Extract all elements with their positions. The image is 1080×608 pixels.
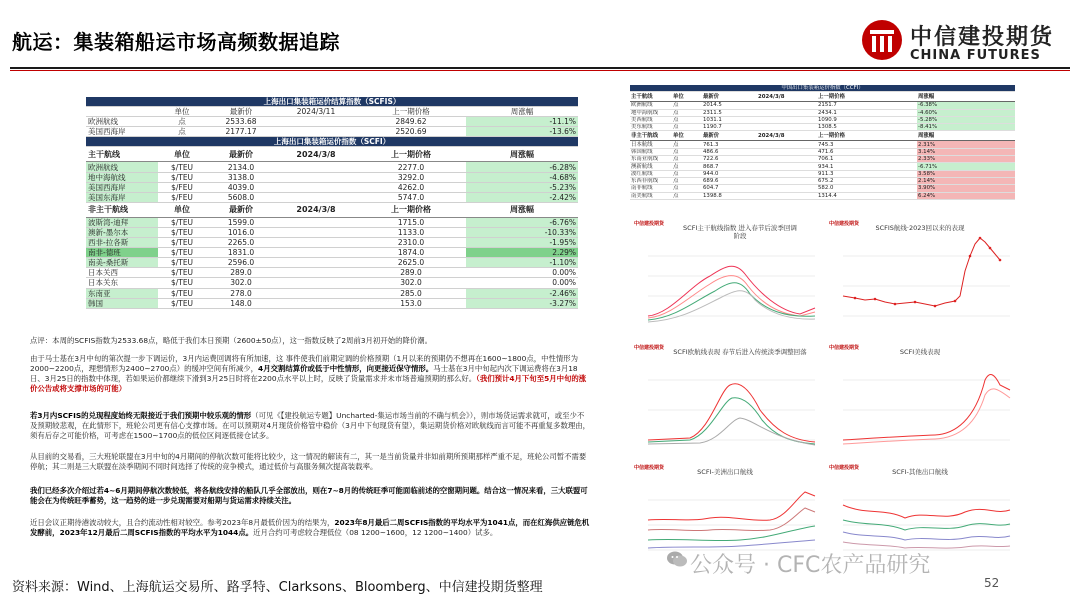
- latest-value: 604.7: [702, 185, 757, 192]
- prev-value: 1133.0: [356, 227, 466, 237]
- header-cell: 最新价: [702, 131, 757, 141]
- unit-cell: $/TEU: [158, 248, 206, 258]
- table-cell: [276, 298, 356, 308]
- header-cell: 主干航线: [630, 92, 672, 102]
- commentary-p5: 我们已经多次介绍过若4~6月期间停航次数较低，将各航线安排的船队几乎全部放出，则在7~8月的传统旺季可能面临前述的空窗期问题。结合这一情况来看，三大联盟可能会在为传统旺季蓄势，这一趋势的进一步兑现需要对船期与货运需求持续关注。: [30, 486, 588, 505]
- change-value: -4.68%: [466, 172, 578, 182]
- change-value: 2.33%: [917, 156, 1015, 163]
- unit-cell: 点: [672, 163, 702, 170]
- latest-value: 868.7: [702, 163, 757, 170]
- header-cell: 主干航线: [86, 147, 158, 162]
- route-name: 南非-德班: [86, 248, 158, 258]
- table-cell: [757, 177, 817, 184]
- table-row: [630, 124, 1015, 131]
- header-cell: 上一期价格: [356, 107, 466, 117]
- header-cell: 2024/3/11: [276, 107, 356, 117]
- route-name: 美国西海岸: [86, 182, 158, 192]
- table-row: [86, 288, 578, 298]
- unit-cell: 点: [158, 117, 206, 127]
- header-cell: 非主干航线: [86, 202, 158, 217]
- latest-value: 302.0: [206, 278, 276, 288]
- header-cell: 上一期价格: [817, 131, 917, 141]
- unit-cell: 点: [672, 141, 702, 148]
- route-name: 东西非航线: [630, 177, 672, 184]
- table-row: [86, 238, 578, 248]
- route-name: 美国东海岸: [86, 192, 158, 202]
- table-row: [630, 116, 1015, 123]
- latest-value: 1031.1: [702, 116, 757, 123]
- prev-value: 153.0: [356, 298, 466, 308]
- prev-value: 706.1: [817, 156, 917, 163]
- change-value: -1.95%: [466, 238, 578, 248]
- table-row: [86, 268, 578, 278]
- table-row: [630, 141, 1015, 148]
- latest-value: 486.6: [702, 148, 757, 155]
- table-row: [86, 217, 578, 227]
- chart-logo: 中信建投期货: [829, 221, 860, 227]
- header-cell: 单位: [672, 131, 702, 141]
- header-divider: [10, 67, 1070, 69]
- page-title: 航运：集装箱船运市场高频数据追踪: [12, 30, 340, 54]
- chart-title: SCFI欧航线表现 春节后进入传统淡季调整回落: [673, 348, 807, 356]
- header-cell: 周涨幅: [466, 107, 578, 117]
- company-logo: [860, 18, 1070, 70]
- header-cell: 周涨幅: [917, 131, 1015, 141]
- header-cell: 单位: [158, 147, 206, 162]
- table-cell: [276, 258, 356, 268]
- table-cell: [276, 182, 356, 192]
- chart-plot: [630, 340, 820, 460]
- chart-title: SCFI-其他出口航线: [892, 468, 948, 476]
- unit-cell: 点: [672, 177, 702, 184]
- header-cell: 上一期价格: [356, 202, 466, 217]
- unit-cell: $/TEU: [158, 217, 206, 227]
- header-cell: 上一期价格: [356, 147, 466, 162]
- header-cell: 2024/3/8: [276, 202, 356, 217]
- table-cell: [757, 124, 817, 131]
- unit-cell: $/FEU: [158, 192, 206, 202]
- change-value: -8.41%: [917, 124, 1015, 131]
- watermark-text: 公众号 · CFC农产品研究: [690, 553, 931, 578]
- route-name: 韩国: [86, 298, 158, 308]
- chart-scfis-2023: [825, 216, 1015, 336]
- table-row: [86, 192, 578, 202]
- prev-value: 1715.0: [356, 217, 466, 227]
- table-cell: [757, 156, 817, 163]
- freight-index-table: [86, 97, 578, 309]
- prev-value: 1308.5: [817, 124, 917, 131]
- change-value: -11.1%: [466, 117, 578, 127]
- route-name: 美东航线: [630, 124, 672, 131]
- latest-value: 2014.5: [702, 102, 757, 109]
- latest-value: 689.6: [702, 177, 757, 184]
- chart-title: SCFI-美洲出口航线: [697, 468, 753, 476]
- header-cell: 非主干航线: [630, 131, 672, 141]
- unit-cell: $/TEU: [158, 258, 206, 268]
- route-name: 波红航线: [630, 170, 672, 177]
- prev-value: 1874.0: [356, 248, 466, 258]
- route-name: 南非航线: [630, 185, 672, 192]
- unit-cell: $/TEU: [158, 238, 206, 248]
- table-cell: [757, 192, 817, 199]
- change-value: -6.38%: [917, 102, 1015, 109]
- latest-value: 2596.0: [206, 258, 276, 268]
- table-cell: [276, 248, 356, 258]
- table-row: [630, 148, 1015, 155]
- chart-title: SCFI美线表现: [899, 348, 941, 356]
- prev-value: 289.0: [356, 268, 466, 278]
- header-cell: 周涨幅: [466, 147, 578, 162]
- unit-cell: 点: [158, 127, 206, 137]
- header-cell: 最新价: [206, 107, 276, 117]
- route-name: 美西航线: [630, 116, 672, 123]
- route-name: 韩国航线: [630, 148, 672, 155]
- route-name: 欧洲航线: [86, 162, 158, 172]
- change-value: -2.46%: [466, 288, 578, 298]
- table-row: [630, 102, 1015, 109]
- header-cell: 上一期价格: [817, 92, 917, 102]
- logo-emblem-icon: [860, 18, 904, 62]
- route-name: 南美-桑托斯: [86, 258, 158, 268]
- chart-scfi-europe: [630, 340, 820, 460]
- table-cell: [276, 127, 356, 137]
- prev-value: 3292.0: [356, 172, 466, 182]
- chart-scfi-us: [825, 340, 1015, 460]
- table-row: [86, 172, 578, 182]
- route-name: 欧洲航线: [86, 117, 158, 127]
- latest-value: 2265.0: [206, 238, 276, 248]
- route-name: 波斯湾-迪拜: [86, 217, 158, 227]
- change-value: -5.28%: [917, 116, 1015, 123]
- route-name: 澳新航线: [630, 163, 672, 170]
- prev-value: 4262.0: [356, 182, 466, 192]
- latest-value: 289.0: [206, 268, 276, 278]
- table-cell: [757, 163, 817, 170]
- unit-cell: $/TEU: [158, 278, 206, 288]
- table-row: [86, 227, 578, 237]
- change-value: 3.90%: [917, 185, 1015, 192]
- table-row: [86, 248, 578, 258]
- ccfi-table: [630, 85, 1015, 200]
- table-cell: [276, 227, 356, 237]
- latest-value: 2134.0: [206, 162, 276, 172]
- change-value: -6.71%: [917, 163, 1015, 170]
- scfis-title: 上海出口集装箱运价结算指数（SCFIS）: [86, 97, 578, 107]
- page-number: 52: [984, 576, 1000, 590]
- table-row: [86, 298, 578, 308]
- prev-value: 471.6: [817, 148, 917, 155]
- data-source-note: 资料来源：Wind、上海航运交易所、路孚特、Clarksons、Bloomberg、中信建投期货整理: [12, 580, 543, 595]
- prev-value: 2849.62: [356, 117, 466, 127]
- unit-cell: 点: [672, 124, 702, 131]
- change-value: -10.33%: [466, 227, 578, 237]
- unit-cell: 点: [672, 109, 702, 116]
- latest-value: 278.0: [206, 288, 276, 298]
- table-row: [630, 177, 1015, 184]
- table-row: [630, 192, 1015, 199]
- logo-text-cn: 中信建投期货: [910, 25, 1055, 50]
- prev-value: 745.3: [817, 141, 917, 148]
- latest-value: 2311.5: [702, 109, 757, 116]
- change-value: 2.31%: [917, 141, 1015, 148]
- change-value: -6.76%: [466, 217, 578, 227]
- table-cell: [276, 288, 356, 298]
- unit-cell: $/TEU: [158, 268, 206, 278]
- route-name: 欧洲航线: [630, 102, 672, 109]
- unit-cell: $/TEU: [158, 288, 206, 298]
- table-row: [86, 278, 578, 288]
- change-value: 3.58%: [917, 170, 1015, 177]
- commentary-p2: 由于马士基在3月中旬的第次提一步下调运价，3月内运费回调将有所加速，这 事件使我们前期定调的价格预期（1月以来的预期仍不想再在1600~1800点，中性情形为2000~2200点，理想情形为2400~2700点）的缓冲空间有所减少，4月交割结算价或低于中性情形，向更接近保守情形。马士基在3月中旬起内次下调运费将在3月18日、3月25日的指数中体现，若如果运价都继续下滑到3月25日时将在2200点水平以上时，反映了货量需求并未市场普遍预期的那么好。（我们预计4月下旬至5月中旬的涨价公告或将支撑市场的可能）: [30, 354, 587, 393]
- table-cell: [276, 278, 356, 288]
- prev-value: 2151.7: [817, 102, 917, 109]
- change-value: -5.23%: [466, 182, 578, 192]
- scfis-title-row: [86, 97, 578, 107]
- ccfi-main-header-row: [630, 92, 1015, 102]
- chart-plot: [825, 216, 1015, 336]
- change-value: 0.00%: [466, 278, 578, 288]
- route-name: 南美航线: [630, 192, 672, 199]
- chart-scfi-main-routes: [630, 216, 820, 336]
- table-row: [630, 170, 1015, 177]
- unit-cell: 点: [672, 116, 702, 123]
- scfi-sub-header-row: [86, 202, 578, 217]
- header-cell: 单位: [158, 202, 206, 217]
- unit-cell: $/TEU: [158, 298, 206, 308]
- table-cell: [276, 217, 356, 227]
- wechat-icon: [666, 548, 688, 570]
- latest-value: 2533.68: [206, 117, 276, 127]
- table-row: [86, 127, 578, 137]
- prev-value: 2434.1: [817, 109, 917, 116]
- prev-value: 285.0: [356, 288, 466, 298]
- header-cell: 周涨幅: [466, 202, 578, 217]
- route-name: 地中海航线: [630, 109, 672, 116]
- prev-value: 2520.69: [356, 127, 466, 137]
- table-row: [630, 163, 1015, 170]
- prev-value: 1314.4: [817, 192, 917, 199]
- commentary-p6: 近日会议正期待港波动较大，且合约流动性相对较空。参考2023年8月最低价因为的结果为，2023年8月最后二周SCFIS指数的平均水平为1041点，而在红海供应链危机发酵前，2023年12月最后二周SCFIS指数的平均水平为1044点。近月合约可考虑较合理低位（08 1200~1600，12 1200~1400）试多。: [30, 518, 590, 537]
- prev-value: 302.0: [356, 278, 466, 288]
- change-value: -6.28%: [466, 162, 578, 172]
- change-value: -3.27%: [466, 298, 578, 308]
- latest-value: 1190.7: [702, 124, 757, 131]
- unit-cell: $/TEU: [158, 172, 206, 182]
- unit-cell: 点: [672, 156, 702, 163]
- table-cell: [757, 170, 817, 177]
- table-cell: [757, 148, 817, 155]
- latest-value: 148.0: [206, 298, 276, 308]
- header-cell: 2024/3/8: [757, 92, 817, 102]
- unit-cell: 点: [672, 185, 702, 192]
- header-divider-accent: [10, 70, 1070, 71]
- change-value: -1.10%: [466, 258, 578, 268]
- latest-value: 1016.0: [206, 227, 276, 237]
- latest-value: 1831.0: [206, 248, 276, 258]
- change-value: 6.24%: [917, 192, 1015, 199]
- header-cell: 2024/3/8: [276, 147, 356, 162]
- ccfi-title: 中国出口集装箱运价指数（CCFI）: [630, 85, 1015, 92]
- ccfi-title-row: [630, 85, 1015, 92]
- change-value: 2.14%: [917, 177, 1015, 184]
- table-cell: [276, 192, 356, 202]
- route-name: 日本关东: [86, 278, 158, 288]
- header-cell: [86, 107, 158, 117]
- route-name: 西非-拉各斯: [86, 238, 158, 248]
- table-cell: [757, 116, 817, 123]
- table-row: [630, 156, 1015, 163]
- table-row: [86, 162, 578, 172]
- latest-value: 4039.0: [206, 182, 276, 192]
- prev-value: 934.1: [817, 163, 917, 170]
- chart-logo: 中信建投期货: [829, 345, 860, 351]
- change-value: -4.60%: [917, 109, 1015, 116]
- table-row: [630, 185, 1015, 192]
- unit-cell: $/FEU: [158, 182, 206, 192]
- change-value: 0.00%: [466, 268, 578, 278]
- change-value: -13.6%: [466, 127, 578, 137]
- scfi-title-row: [86, 137, 578, 147]
- commentary-p1: 点评：本周的SCFIS指数为2533.68点，略低于我们本日预期（2600±50点），这一指数反映了2周前3月初开始的降价潮。: [30, 336, 433, 345]
- chart-logo: 中信建投期货: [829, 465, 860, 471]
- latest-value: 722.6: [702, 156, 757, 163]
- scfi-title: 上海出口集装箱运价指数（SCFI）: [86, 137, 578, 147]
- latest-value: 1599.0: [206, 217, 276, 227]
- header-cell: 周涨幅: [917, 92, 1015, 102]
- table-cell: [276, 268, 356, 278]
- prev-value: 2310.0: [356, 238, 466, 248]
- chart-plot: [630, 216, 820, 336]
- prev-value: 582.0: [817, 185, 917, 192]
- prev-value: 2277.0: [356, 162, 466, 172]
- latest-value: 3138.0: [206, 172, 276, 182]
- change-value: 3.14%: [917, 148, 1015, 155]
- route-name: 美国西海岸: [86, 127, 158, 137]
- chart-title: SCFI主干航线指数 进入春节后波季回调阶段: [683, 224, 797, 240]
- prev-value: 911.3: [817, 170, 917, 177]
- header-cell: 2024/3/8: [757, 131, 817, 141]
- chart-title: SCFIS航线·2023回以来的表现: [875, 224, 965, 232]
- header-cell: 最新价: [206, 202, 276, 217]
- commentary-p3: 若3月内SCFIS的兑现程度始终无限接近于我们预期中较乐观的情形（可见《【建投航运专题】Uncharted-集运市场当前的不确与机会》），则市场货运需求就可，或至少不及预期较悲观，在此情形下，班轮公司更有信心支撑市场。在可以预期对4月现货价格管中稳价（3月中下旬现货有望），集运期货价格对欧航线而言可能不再重复多数理由，须有后存之可能价格，可考虑在1500~1700点的低位区间逐低接仓试多。: [30, 411, 591, 440]
- header-cell: 最新价: [702, 92, 757, 102]
- table-cell: [757, 185, 817, 192]
- change-value: -2.42%: [466, 192, 578, 202]
- table-cell: [276, 117, 356, 127]
- chart-logo: 中信建投期货: [634, 221, 665, 227]
- table-row: [86, 182, 578, 192]
- scfis-header-row: [86, 107, 578, 117]
- prev-value: 5747.0: [356, 192, 466, 202]
- route-name: 日本关西: [86, 268, 158, 278]
- table-cell: [757, 141, 817, 148]
- latest-value: 1398.8: [702, 192, 757, 199]
- header-cell: 单位: [672, 92, 702, 102]
- latest-value: 2177.17: [206, 127, 276, 137]
- unit-cell: 点: [672, 148, 702, 155]
- route-name: 东南亚: [86, 288, 158, 298]
- header-cell: 单位: [158, 107, 206, 117]
- table-cell: [276, 172, 356, 182]
- commentary-p4: 从目前的交易看，三大班轮联盟在3月中旬的4月期间的停航次数可能将比较少，这一情况的解读有二，其一是当前货量并非如前期所预期那样严重不足，班轮公司暂不需要停航；其二则是三大联盟在淡季期间不同时间选择了传统的竞争模式，通过低价与高服务频次提高装载率。: [30, 452, 587, 471]
- header-cell: 最新价: [206, 147, 276, 162]
- table-row: [86, 258, 578, 268]
- table-cell: [276, 238, 356, 248]
- unit-cell: 点: [672, 102, 702, 109]
- table-cell: [276, 162, 356, 172]
- logo-text-en: CHINA FUTURES: [910, 48, 1041, 63]
- route-name: 日本航线: [630, 141, 672, 148]
- prev-value: 675.2: [817, 177, 917, 184]
- latest-value: 761.3: [702, 141, 757, 148]
- table-row: [630, 109, 1015, 116]
- prev-value: 2625.0: [356, 258, 466, 268]
- chart-logo: 中信建投期货: [634, 465, 665, 471]
- route-name: 澳新-墨尔本: [86, 227, 158, 237]
- unit-cell: $/TEU: [158, 162, 206, 172]
- table-cell: [757, 102, 817, 109]
- chart-logo: 中信建投期货: [634, 345, 665, 351]
- ccfi-sub-header-row: [630, 131, 1015, 141]
- route-name: 地中海航线: [86, 172, 158, 182]
- table-cell: [757, 109, 817, 116]
- unit-cell: 点: [672, 170, 702, 177]
- change-value: 2.29%: [466, 248, 578, 258]
- latest-value: 5608.0: [206, 192, 276, 202]
- unit-cell: $/TEU: [158, 227, 206, 237]
- latest-value: 944.0: [702, 170, 757, 177]
- prev-value: 1090.9: [817, 116, 917, 123]
- chart-plot: [825, 340, 1015, 460]
- route-name: 东南亚航线: [630, 156, 672, 163]
- scfi-main-header-row: [86, 147, 578, 162]
- table-row: [86, 117, 578, 127]
- unit-cell: 点: [672, 192, 702, 199]
